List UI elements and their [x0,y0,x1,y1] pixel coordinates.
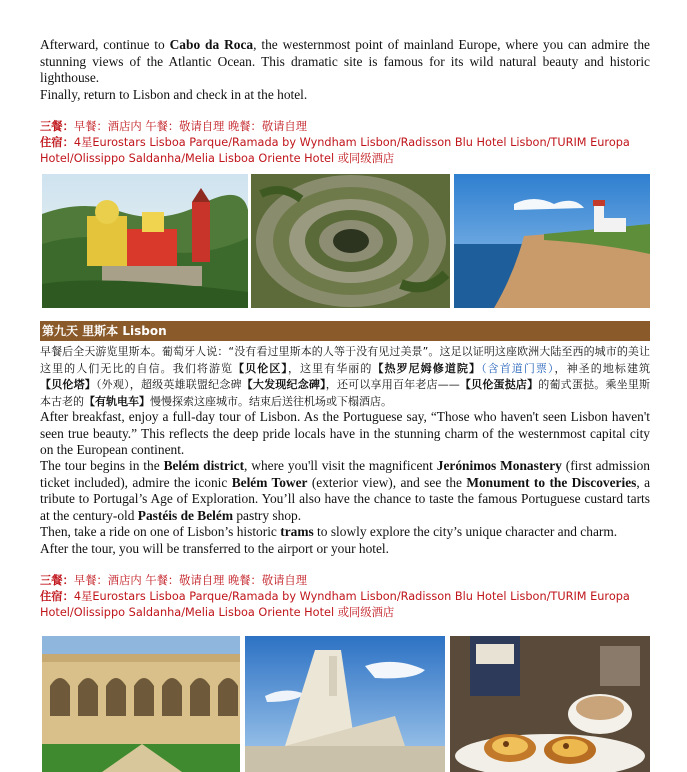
text-run: The tour begins in the [40,458,164,473]
text-run: 慢慢探索这座城市。结束后送往机场或下榻酒店。 [150,394,392,408]
day9-en-paragraph-belem [40,458,650,524]
text-run: (exterior view), and see the [307,474,467,490]
hotel-label: 住宿： [40,136,74,149]
text-run: , the westernmost point of mainland Europe, where you can admire the stunning views of the Atlantic Ocean. This dramatic site is famous for its wild natural beauty and historic lighthouse. [40,37,650,85]
highlight-text: 【贝伦区】 [233,361,288,375]
place-name: Monument to the Discoveries [466,474,637,490]
cabo-da-roca-photo [454,174,650,308]
initiation-well-photo [251,174,450,308]
day8-paragraph-return: Finally, return to Lisbon and check in at the hotel. [40,87,308,102]
text-run: , a tribute to Portugal’s Age of Exploration. You’ll also have the chance to taste the famous Portuguese custard tarts at the century-old [40,474,651,523]
text-run: ，还可以享用百年老店—— [325,378,460,391]
highlight-text: 【热罗尼姆修道院】 [372,361,482,375]
text-run: ，神圣的地标建筑 [554,361,651,375]
place-name: Belém Tower [231,474,308,490]
hotel-label: 住宿： [40,590,74,603]
day9-en-paragraph-trams [40,524,650,541]
meals-text: 早餐：酒店内 午餐：敬请自理 晚餐：敬请自理 [73,120,308,133]
meals-label: 三餐： [40,574,74,587]
day8-meals [40,119,652,135]
meals-label: 三餐： [40,120,74,133]
place-name: Jerónimos Monastery [436,458,562,473]
day9-en-paragraph-transfer: After the tour, you will be transferred to the airport or your hotel. [40,541,389,556]
place-name: Cabo da Roca [169,37,254,52]
text-run: (first admission ticket included), admire the iconic [40,458,650,490]
day9-en-paragraph-intro: After breakfast, enjoy a full-day tour of Lisbon. As the Portuguese say, “Those who haven't seen Lisbon haven't seen true beauty.” This reflects the deep pride locals have in the stunning charm of the westernmost capital city on the European continent. [40,409,650,457]
day9-hotel [40,589,652,620]
place-name: Pastéis de Belém [137,507,233,523]
meals-text: 早餐：酒店内 午餐：敬请自理 晚餐：敬请自理 [73,574,308,587]
text-run: , where you'll visit the magnificent [244,458,437,473]
day8-paragraph-cabo [40,37,650,87]
text-run: ，这里有华丽的 [287,361,373,375]
pena-palace-photo [42,174,248,308]
discoveries-monument-photo [245,636,445,772]
text-run: Then, take a ride on one of Lisbon’s historic [40,524,281,539]
place-name: Belém district [163,458,245,473]
jeronimos-cloister-photo [42,636,240,772]
day9-meals [40,573,652,589]
text-run: （外观），超级英雄联盟纪念碑 [95,378,242,391]
highlight-text: 【贝伦蛋挞店】 [459,378,539,391]
highlight-text: 【大发现纪念碑】 [241,378,326,391]
text-run: 的葡式蛋挞。乘坐里斯本古老的 [40,378,651,408]
pasteis-de-belem-photo [450,636,650,772]
highlight-text: 【有轨电车】 [84,394,150,408]
day9-header: 第九天 里斯本 Lisbon [40,321,650,341]
highlight-text: 【贝伦塔】 [40,378,96,391]
text-run: Afterward, continue to [40,37,170,52]
day8-hotel [40,135,652,166]
place-name: trams [280,524,314,539]
hotel-text: 4星Eurostars Lisboa Parque/Ramada by Wyndham Lisbon/Radisson Blu Hotel Lisbon/TURIM Europa Hotel/Olissippo Saldanha/Melia Lisboa Oriente Hotel 或同级酒店 [40,590,630,619]
text-run: 早餐后全天游览里斯本。葡萄牙人说：“没有看过里斯本的人等于没有见过美景”。这足以证明这座欧洲大陆至西的城市的美让这里的人们无比的自信。我们将游览 [40,345,650,375]
ticket-note: （含首道门票） [481,361,555,375]
text-run: to slowly explore the city’s unique character and charm. [313,524,618,539]
hotel-text: 4星Eurostars Lisboa Parque/Ramada by Wyndham Lisbon/Radisson Blu Hotel Lisbon/TURIM Europa Hotel/Olissippo Saldanha/Melia Lisboa Oriente Hotel 或同级酒店 [40,136,630,165]
day9-cn-paragraph [40,344,650,410]
text-run: pastry shop. [233,507,302,523]
